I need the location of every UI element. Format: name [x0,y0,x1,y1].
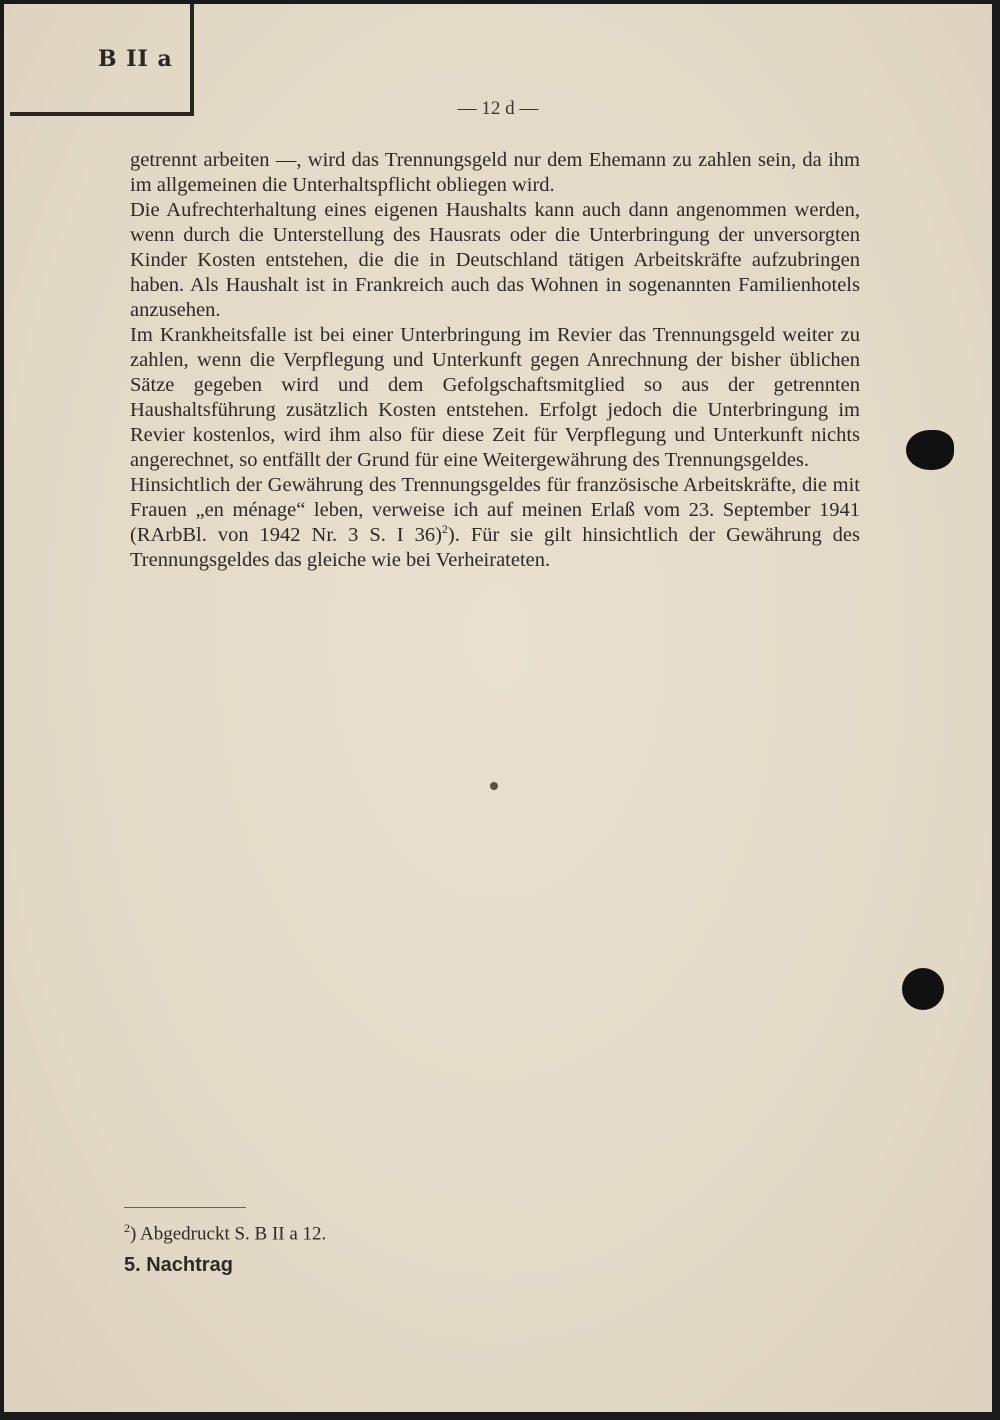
supplement-label: 5. Nachtrag [124,1254,233,1276]
paragraph: Im Krankheitsfalle ist bei einer Unterbringung im Revier das Trennungsgeld weiter zu zahlen, wenn die Verpflegung und Unterkunft gegen Anrechnung der bisher üblichen Sätze gegeben wird und dem Gefolgschaftsmitglied so aus der getrennten Haushaltsführung zusätzlich Kosten entstehen. Erfolgt jedoch die Unterbringung im Revier kostenlos, wird ihm also für diese Zeit für Verpflegung und Unterkunft nichts angerechnet, so entfällt der Grund für eine Weitergewährung des Trennungsgeldes. [130,324,860,471]
section-label: B II a [98,46,173,72]
document-page [4,4,992,1412]
footnote-reference: 2 [441,522,448,537]
paragraph: Die Aufrechterhaltung eines eigenen Haushalts kann auch dann angenommen werden, wenn durch die Unterstellung des Hausrats oder die Unterbringung der unversorgten Kinder Kosten entstehen, die die in Deutschland tätigen Arbeitskräfte aufzubringen haben. Als Haushalt ist in Frankreich auch das Wohnen in sogenannten Familienhotels anzusehen. [130,199,860,321]
paragraph: getrennt arbeiten —, wird das Trennungsgeld nur dem Ehemann zu zahlen sein, da ihm im allgemeinen die Unterhaltspflicht obliegen wird. [130,149,860,196]
paragraph [130,473,860,573]
paragraph-text: ). Für sie gilt hinsichtlich der Gewährung des Trennungsgeldes das gleiche wie bei Verheirateten. [130,524,860,571]
footnote-mark: 2 [124,1221,130,1235]
footnote-divider [124,1207,246,1208]
punch-hole [902,968,944,1010]
footnote-text: ) Abgedruckt S. B II a 12. [130,1223,327,1245]
body-text [130,148,860,573]
punch-hole [906,430,954,470]
page-number: — 12 d — [457,98,539,119]
paper-speck [490,782,498,790]
footnote [124,1221,326,1245]
paragraph-text: Hinsichtlich der Gewährung des Trennungsgeldes für französische Arbeitskräfte, die mit Frauen „en ménage“ leben, verweise ich auf meinen Erlaß vom 23. September 1941 (RArbBl. von 1942 Nr. 3 S. I 36) [130,474,860,546]
